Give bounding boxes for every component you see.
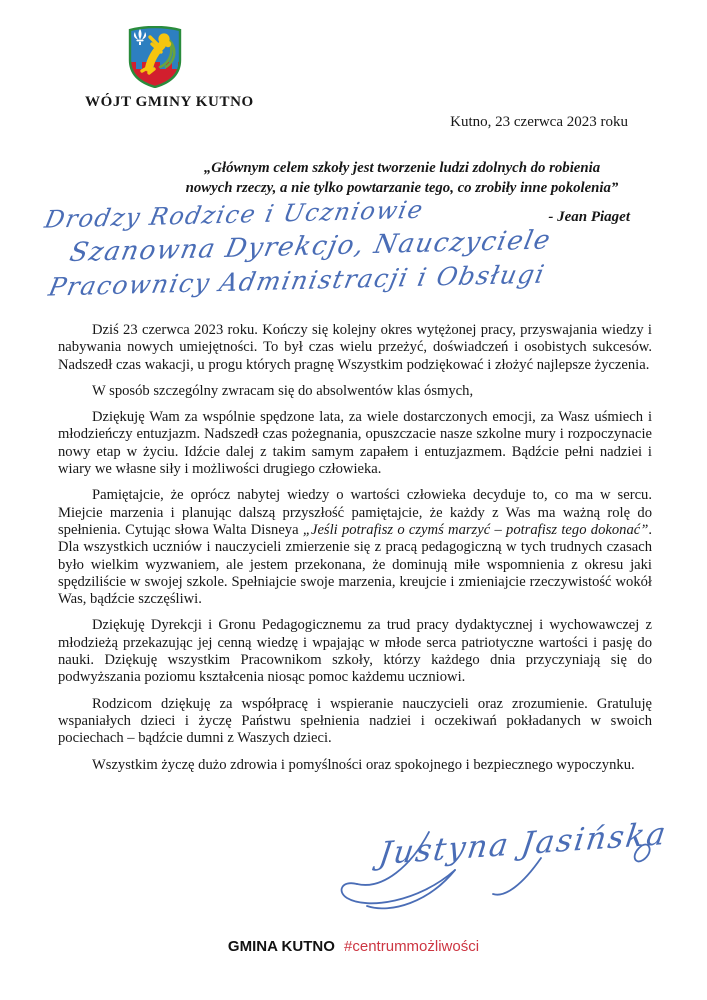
handwritten-line: Pracownicy Administracji i Obsługi bbox=[46, 259, 548, 302]
footer-brand: GMINA KUTNO bbox=[227, 938, 335, 955]
footer-hashtag: #centrummożliwości bbox=[344, 938, 480, 955]
letter-paragraph bbox=[58, 383, 652, 400]
motto-quote-line: nowych rzeczy, a nie tylko powtarzanie tego, co zrobiły inne pokolenia” bbox=[185, 180, 619, 196]
handwritten-line: Drodzy Rodzice i Uczniowie bbox=[42, 195, 427, 234]
motto-quote-line: „Głównym celem szkoły jest tworzenie ludzi zdolnych do robienia bbox=[203, 160, 601, 176]
letter-paragraph bbox=[58, 409, 652, 478]
paragraph-text: Dziękuję Dyrekcji i Gronu Pedagogicznemu za trud pracy dydaktycznej i wychowawczej z młodzieżą przekazując jej cenną wiedzę i wpajając w młode serca patriotyczne wartości i pasję do nauki. Dziękuję wszystkim Pracownikom szkoły, którzy każdego dnia przyczyniają się do podwyższania poziomu kształcenia niosąc pomoc każdemu uczniowi. bbox=[58, 617, 652, 686]
coat-of-arms-svg bbox=[127, 26, 183, 88]
signature-block bbox=[333, 815, 673, 923]
letter-paragraph bbox=[58, 757, 652, 774]
kutno-coat-of-arms-icon bbox=[127, 26, 183, 88]
handwritten-greeting bbox=[42, 189, 554, 304]
paragraph-text: Rodzicom dziękuję za współpracę i wspieranie nauczycieli oraz zrozumienie. Gratuluję wspaniałych dzieci i życzę Państwu spełnienia nadziei i oczekiwań pokładanych w swoich pociechach – bądźcie dumni z Waszych dzieci. bbox=[58, 695, 652, 747]
footer bbox=[0, 938, 707, 955]
paragraph-text: Pamiętajcie, że oprócz nabytej wiedzy o wartości człowieka decyduje to, co ma w sercu. Miejcie marzenia i planując dalszą przyszłość pamiętajcie, że każdy z Was ma ważną rolę do spełnienia. Cytując słowa Walta Disneya bbox=[58, 487, 652, 538]
body-paragraphs bbox=[58, 322, 652, 783]
sender-title: WÓJT GMINY KUTNO bbox=[85, 94, 254, 110]
signature-name: Justyna Jasińska bbox=[376, 815, 670, 873]
paragraph-text: W sposób szczególny zwracam się do absolwentów klas ósmych, bbox=[92, 382, 474, 399]
lion-mane bbox=[165, 41, 171, 47]
quote-attribution: - Jean Piaget bbox=[548, 209, 630, 225]
paragraph-text: Wszystkim życzę dużo zdrowia i pomyślności oraz spokojnego i bezpiecznego wypoczynku. bbox=[92, 756, 635, 773]
letter-paragraph bbox=[58, 696, 652, 748]
paragraph-text: . Dla wszystkich uczniów i nauczycieli zmierzenie się z pracą pedagogiczną w tych trudnych czasach było wielkim wyzwaniem, ale jestem przekonana, że dominują miłe wspomnienia z okresu jaki spędziliście w swojej szkole. Spełniajcie swoje marzenia, kreujcie i zmieniajcie rzeczywistość wokół Was, bądźcie szczęśliwi. bbox=[58, 521, 652, 608]
letter-paragraph bbox=[58, 617, 652, 686]
handwritten-line: Szanowna Dyrekcjo, Nauczyciele bbox=[67, 225, 554, 269]
motto-quote bbox=[150, 158, 654, 198]
letter-paragraph bbox=[58, 322, 652, 374]
dateline: Kutno, 23 czerwca 2023 roku bbox=[450, 114, 628, 130]
paragraph-text: Dziękuję Wam za wspólnie spędzone lata, za wiele dostarczonych emocji, za Wasz uśmiech i młodzieńczy entuzjazm. Nadszedł czas pożegnania, opuszczacie nasze szkolne mury i rozpoczynacie nowy etap w życiu. Idźcie dalej z takim samym zapałem i entuzjazmem. Bądźcie pełni nadziei i wiary we własne siły i możliwości drugiego człowieka. bbox=[58, 409, 652, 478]
paragraph-text: Dziś 23 czerwca 2023 roku. Kończy się kolejny okres wytężonej pracy, przyswajania wiedzy i nabywania nowych umiejętności. To był czas wielu przeżyć, doświadczeń i osobistych sukcesów. Nadszedł czas wakacji, u progu których pragnę Wszystkim podziękować i złożyć najlepsze życzenia. bbox=[58, 322, 652, 373]
letter-paragraph bbox=[58, 487, 652, 608]
inline-quote: „Jeśli potrafisz o czymś marzyć – potrafisz tego dokonać” bbox=[302, 521, 649, 538]
